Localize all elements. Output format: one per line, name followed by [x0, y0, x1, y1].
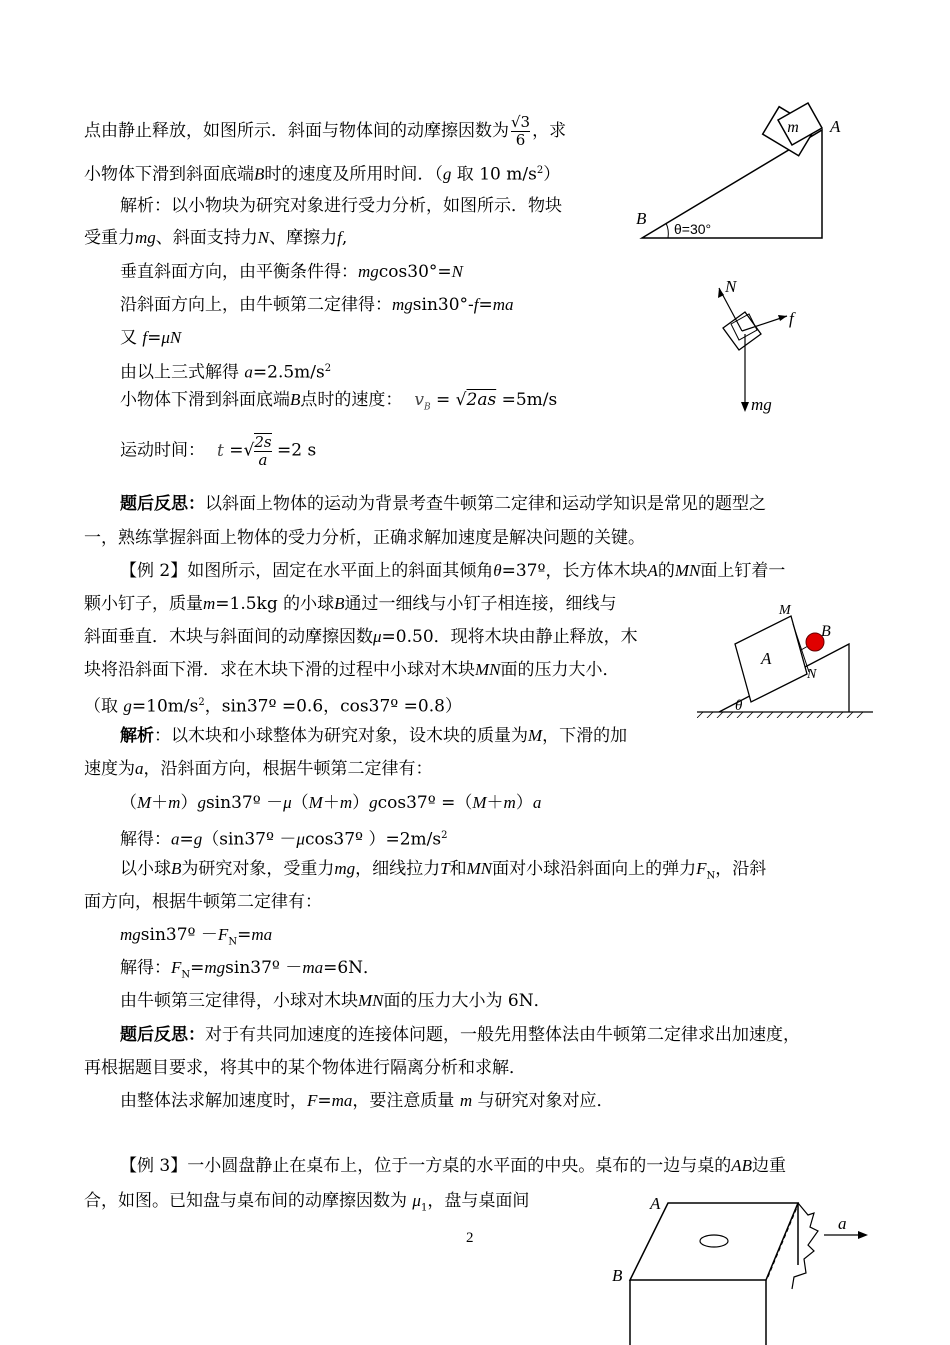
- line-14: 斜面垂直．木块与斜面间的动摩擦因数μ=0.50．现将木块由静止释放，木: [84, 627, 638, 647]
- line-17: 解析：以木块和小球整体为研究对象，设木块的质量为M，下滑的加: [120, 726, 628, 746]
- fig3-a: A: [761, 649, 772, 668]
- fig4-b-label: B: [612, 1266, 623, 1285]
- line-16: （取 $g=10m/s^2$，sin37º =0.6，cos37º =0.8）: [84, 696, 462, 717]
- line-3: 受重力mg、斜面支持力N、摩擦力f,: [84, 228, 348, 248]
- fig4-accel: a: [838, 1214, 847, 1233]
- line-7: 由以上三式解得 $a=2.5m/s^2$: [120, 362, 332, 383]
- line-18: 速度为a，沿斜面方向，根据牛顿第二定律有：: [84, 759, 433, 779]
- table-figure: [608, 1185, 878, 1345]
- fig1-a: A: [830, 117, 841, 136]
- line-23: mgsin37º $-F_N=ma$: [120, 925, 273, 948]
- line-25: 由牛顿第三定律得，小球对木块MN面的压力大小为 6N．: [120, 991, 551, 1011]
- line-11: 一，熟练掌握斜面上物体的受力分析，正确求解加速度是解决问题的关键。: [84, 528, 645, 548]
- line-2: 解析：以小物块为研究对象进行受力分析，如图所示．物块: [120, 196, 562, 216]
- line-26: 题后反思：对于有共同加速度的连接体问题，一般先用整体法由牛顿第二定律求出加速度，: [120, 1025, 800, 1045]
- incline-figure: [630, 100, 850, 240]
- line-21: 以小球B为研究对象，受重力mg，细线拉力T和MN面对小球沿斜面向上的弹力$F_N$，沿斜: [120, 859, 767, 882]
- force-figure: [705, 278, 815, 418]
- fig1-angle: θ=30°: [674, 221, 712, 237]
- fig3-m: M: [779, 603, 791, 618]
- fig3-n: N: [807, 667, 817, 682]
- line-10: 题后反思：以斜面上物体的运动为背景考查牛顿第二定律和运动学知识是常见的题型之: [120, 494, 766, 514]
- line-28: 由整体法求解加速度时，F=ma，要注意质量 m 与研究对象对应．: [120, 1091, 614, 1111]
- fig3-theta: θ: [735, 698, 743, 714]
- line-15: 块将沿斜面下滑．求在木块下滑的过程中小球对木块MN面的压力大小．: [84, 660, 620, 680]
- line-4: 垂直斜面方向，由平衡条件得：mgcos30°=N: [120, 262, 463, 282]
- fig1-b: B: [636, 209, 647, 228]
- line-9: 运动时间： t =√ $\frac{2s}{a}$ =2 s: [120, 433, 317, 469]
- fig3-b: B: [821, 623, 831, 640]
- line-29: 【例 3】一小圆盘静止在桌布上，位于一方桌的水平面的中央。桌布的一边与桌的AB边重: [120, 1156, 786, 1176]
- fig4-a-label: A: [650, 1194, 661, 1213]
- block-figure: [697, 598, 877, 718]
- fig2-f: f: [789, 309, 794, 328]
- line-22: 面方向，根据牛顿第二定律有：: [84, 892, 322, 912]
- fig1-m: m: [787, 119, 799, 136]
- line-6: 又 f=μN: [120, 328, 182, 348]
- line-1: 小物体下滑到斜面底端B时的速度及所用时间．（g 取 10 $m/s^2$）: [84, 164, 561, 185]
- line-30: 合，如图。已知盘与桌布间的动摩擦因数为 $\mu_1$，盘与桌面间: [84, 1191, 530, 1214]
- page-number: 2: [466, 1230, 474, 1246]
- line-0: 点由静止释放，如图所示．斜面与物体间的动摩擦因数为 $\frac{√3}{6}$ ，求: [84, 113, 567, 149]
- line-8: 小物体下滑到斜面底端B点时的速度： $v_B = √2as =5m/s$: [120, 390, 558, 413]
- line-5: 沿斜面方向上，由牛顿第二定律得：mgsin30°-f=ma: [120, 295, 514, 315]
- fig2-mg: mg: [751, 395, 772, 414]
- fig2-n: N: [725, 278, 737, 296]
- line-13: 颗小钉子，质量m=1.5kg 的小球B通过一细线与小钉子相连接，细线与: [84, 594, 617, 614]
- line-27: 再根据题目要求，将其中的某个物体进行隔离分析和求解．: [84, 1058, 526, 1078]
- line-24: 解得：$F_N=mgsin37º -ma=6N$．: [120, 958, 381, 981]
- line-12: 【例 2】如图所示，固定在水平面上的斜面其倾角θ=37º，长方体木块A的MN面上钉着一: [120, 561, 786, 581]
- line-19: （M＋m）gsin37º －μ（M＋m）gcos37º =（M＋m）a: [120, 793, 542, 813]
- line-0-text: 点由静止释放，如图所示．斜面与物体间的动摩擦因数为: [84, 121, 509, 141]
- line-20: 解得：a=g（sin37º －μcos37º ）$=2m/s^2$: [120, 829, 448, 850]
